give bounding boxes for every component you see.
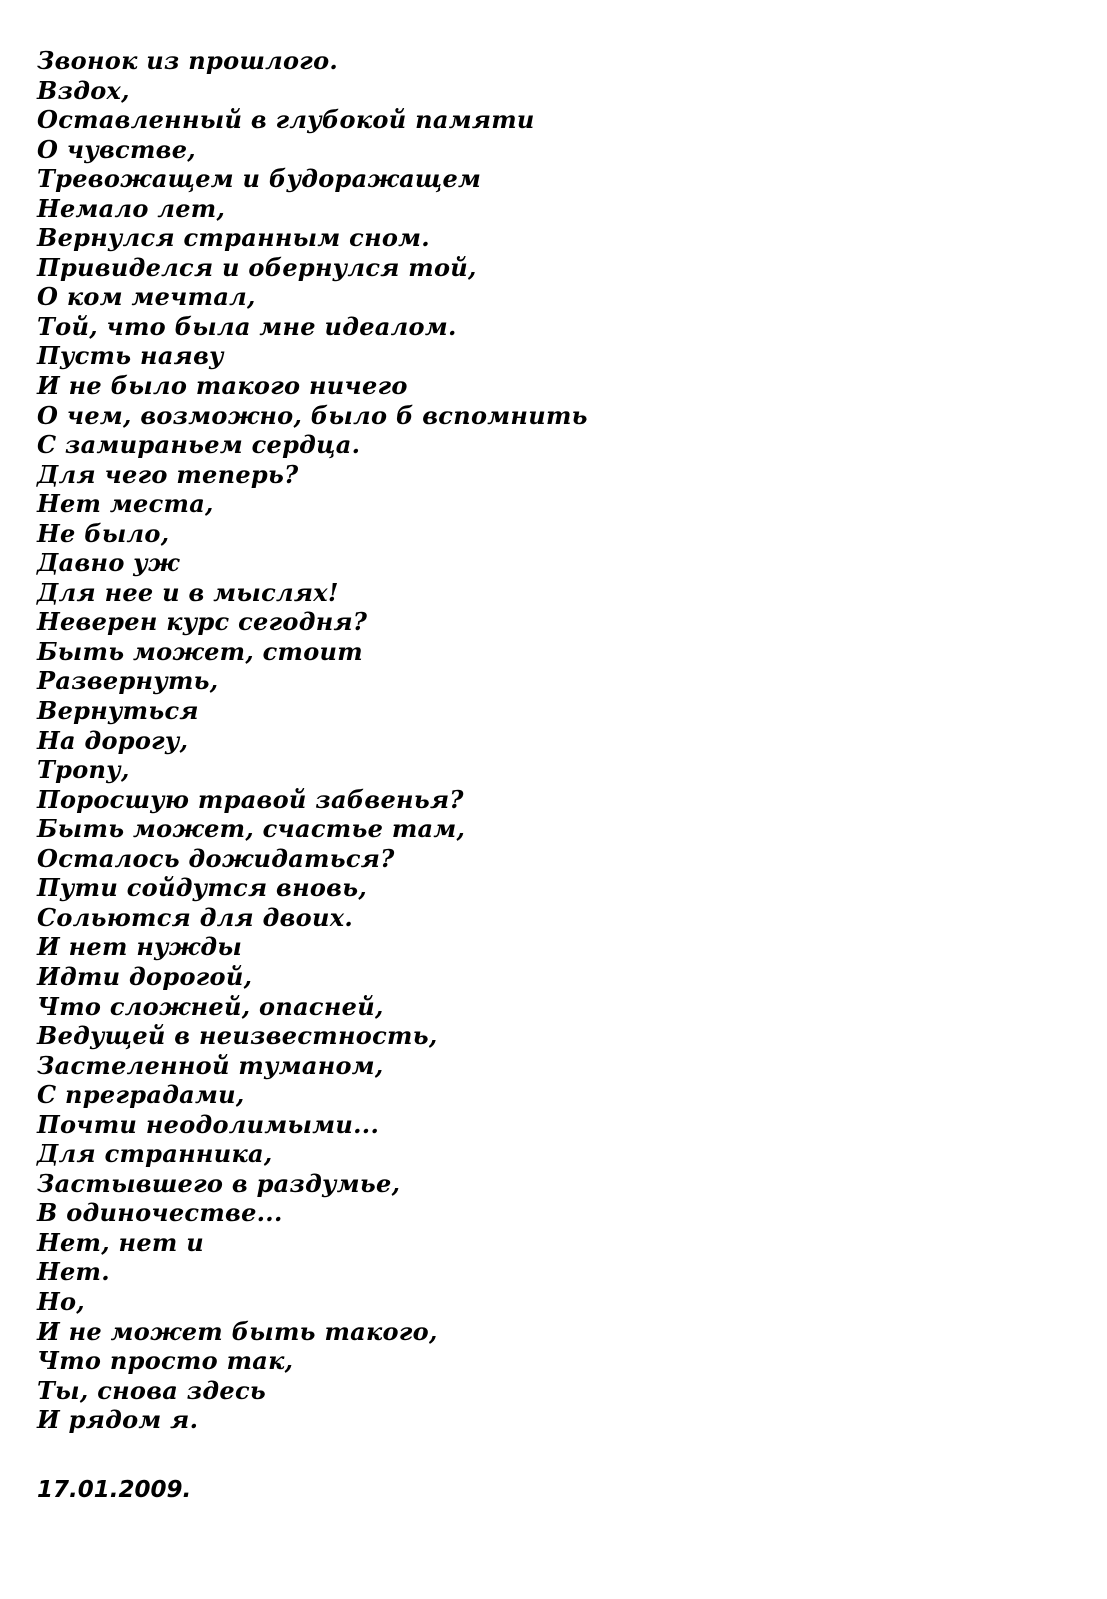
poem-line: Застывшего в раздумье, bbox=[37, 1168, 401, 1198]
poem-line: Развернуть, bbox=[37, 666, 219, 696]
poem-line: Быть может, счастье там, bbox=[37, 814, 466, 844]
poem-line: Вернуться bbox=[37, 696, 199, 726]
poem-line: И нет нужды bbox=[37, 932, 243, 962]
poem-line: Нет места, bbox=[37, 489, 214, 519]
poem-line: С замираньем сердца. bbox=[37, 430, 361, 460]
poem-line: Нет, нет и bbox=[37, 1227, 205, 1257]
poem-line: О чем, возможно, было б вспомнить bbox=[37, 400, 588, 430]
poem-line: Тревожащем и будоражащем bbox=[37, 164, 482, 194]
poem-line: Неверен курс сегодня? bbox=[37, 607, 368, 637]
poem-line: Не было, bbox=[37, 518, 170, 548]
poem-line: Тропу, bbox=[37, 755, 130, 785]
poem-line: Ты, снова здесь bbox=[37, 1375, 266, 1405]
poem-line: Для чего теперь? bbox=[37, 459, 299, 489]
poem-line: Вернулся странным сном. bbox=[37, 223, 430, 253]
poem-line: Для нее и в мыслях! bbox=[37, 577, 339, 607]
poem-line: На дорогу, bbox=[37, 725, 189, 755]
poem-line: С преградами, bbox=[37, 1080, 245, 1110]
poem-line: Вздох, bbox=[37, 75, 130, 105]
poem-line: О чувстве, bbox=[37, 134, 196, 164]
poem-line: В одиночестве... bbox=[37, 1198, 283, 1228]
poem-line: Звонок из прошлого. bbox=[37, 46, 339, 75]
poem-line: Идти дорогой, bbox=[37, 961, 253, 991]
poem-line: Нет. bbox=[37, 1257, 110, 1287]
poem-line: И не было такого ничего bbox=[37, 371, 408, 401]
poem-line: О ком мечтал, bbox=[37, 282, 256, 312]
poem-line: Ведущей в неизвестность, bbox=[37, 1021, 438, 1051]
poem-line: И рядом я. bbox=[37, 1405, 199, 1435]
poem-line: Почти неодолимыми... bbox=[37, 1109, 380, 1139]
poem-line: Что сложней, опасней, bbox=[37, 991, 384, 1021]
poem-line: Той, что была мне идеалом. bbox=[37, 311, 457, 341]
poem-line: Для странника, bbox=[37, 1139, 273, 1169]
poem-line: Быть может, стоит bbox=[37, 636, 364, 666]
poem-date: 17.01.2009. bbox=[37, 1477, 192, 1503]
poem-line: Застеленной туманом, bbox=[37, 1050, 384, 1080]
poem-line: Немало лет, bbox=[37, 193, 226, 223]
poem-line: Сольются для двоих. bbox=[37, 902, 353, 932]
poem-line: Поросшую травой забвенья? bbox=[37, 784, 464, 814]
poem-line: Но, bbox=[37, 1286, 85, 1316]
poem-line: Оставленный в глубокой памяти bbox=[37, 105, 535, 135]
poem-line: Привиделся и обернулся той, bbox=[37, 252, 477, 282]
poem-line: Пусть наяву bbox=[37, 341, 224, 371]
poem-line: Давно уж bbox=[37, 548, 180, 578]
poem-line: Пути сойдутся вновь, bbox=[37, 873, 368, 903]
poem-line: И не может быть такого, bbox=[37, 1316, 438, 1346]
poem-line: Что просто так, bbox=[37, 1346, 294, 1376]
poem-body bbox=[37, 46, 588, 1435]
poem-line: Осталось дожидаться? bbox=[37, 843, 395, 873]
